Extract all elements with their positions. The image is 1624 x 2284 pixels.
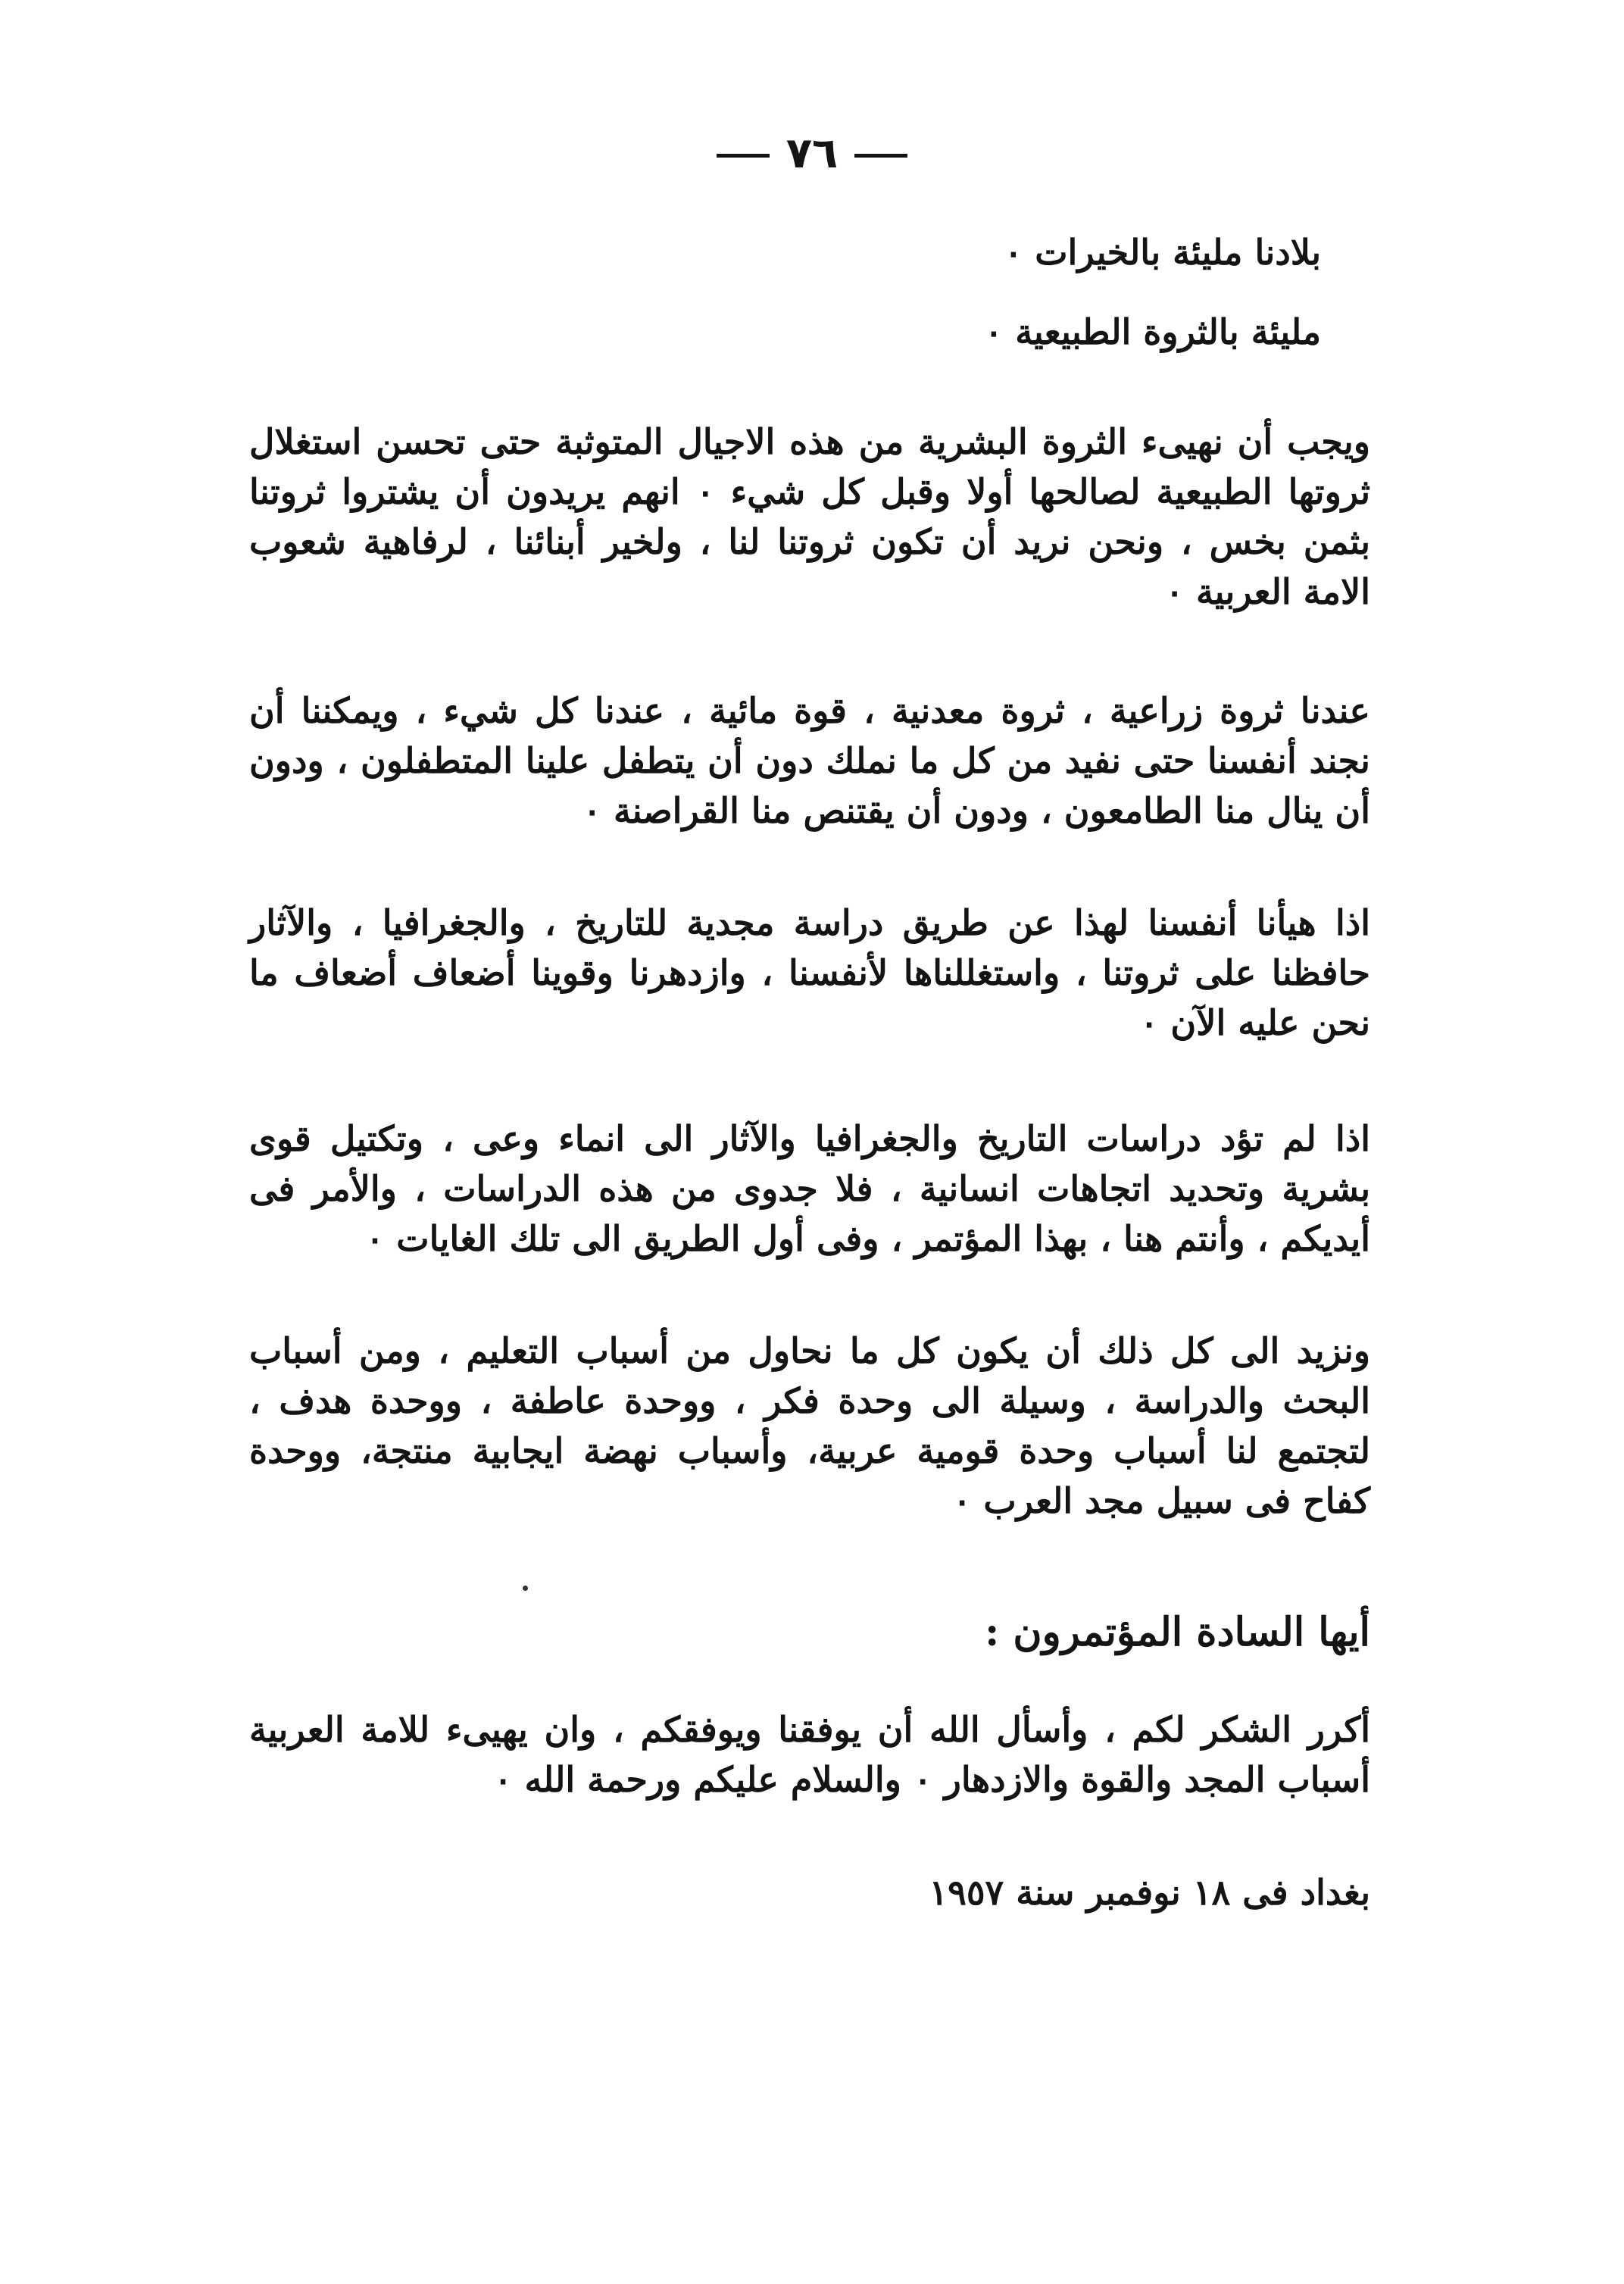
paragraph-resources: عندنا ثروة زراعية ، ثروة معدنية ، قوة مائية ، عندنا كل شيء ، ويمكننا أن نجند أنفسنا حتى نفيد من كل ما نملك دون أن يتطفل علينا المتطفلون ، ودون أن ينال منا الطامعون ، ودون أن يقتنص منا القراصنة ٠ [249,690,1370,831]
address-heading: أيها السادة المؤتمرون : [985,1609,1370,1655]
line-blessings: بلادنا مليئة بالخيرات ٠ [1004,232,1321,273]
paragraph-unity: ونزيد الى كل ذلك أن يكون كل ما نحاول من أسباب التعليم ، ومن أسباب البحث والدراسة ، وسيلة الى وحدة فكر ، ووحدة عاطفة ، ووحدة هدف ، لتجتمع لنا أسباب وحدة قومية عربية، وأسباب نهضة ايجابية منتجة، ووحدة كفاح فى سبيل مجد العرب ٠ [249,1330,1370,1521]
page-number-dash-left [717,154,770,158]
paragraph-awareness: اذا لم تؤد دراسات التاريخ والجغرافيا والآثار الى انماء وعى ، وتكتيل قوى بشرية وتحديد اتجاهات انسانية ، فلا جدوى من هذه الدراسات ، والأمر فى أيديكم ، وأنتم هنا ، بهذا المؤتمر ، وفى أول الطريق الى تلك الغايات ٠ [249,1118,1370,1259]
page-number-text: ٧٦ [785,129,839,178]
line-natural-wealth: مليئة بالثروة الطبيعية ٠ [984,311,1321,352]
paragraph-closing: أكرر الشكر لكم ، وأسأل الله أن يوفقنا ويوفقكم ، وان يهيىء للامة العربية أسباب المجد والقوة والازدهار ٠ والسلام عليكم ورحمة الله ٠ [249,1709,1370,1800]
paragraph-human-wealth: ويجب أن نهيىء الثروة البشرية من هذه الاجيال المتوثبة حتى تحسن استغلال ثروتها الطبيعية لصالحها أولا وقبل كل شيء ٠ انهم يريدون أن يشتروا ثروتنا بثمن بخس ، ونحن نريد أن تكون ثروتنا لنا ، ولخير أبنائنا ، لرفاهية شعوب الامة العربية ٠ [249,421,1370,612]
print-speck [523,1586,528,1591]
paragraph-study-history: اذا هيأنا أنفسنا لهذا عن طريق دراسة مجدية للتاريخ ، والجغرافيا ، والآثار حافظنا على ثروتنا ، واستغللناها لأنفسنا ، وازدهرنا وقوينا أضعاف أضعاف ما نحن عليه الآن ٠ [249,902,1370,1043]
page-number [0,129,1624,178]
dateline: بغداد فى ١٨ نوفمبر سنة ١٩٥٧ [929,1872,1370,1913]
page-number-dash-right [854,154,907,158]
